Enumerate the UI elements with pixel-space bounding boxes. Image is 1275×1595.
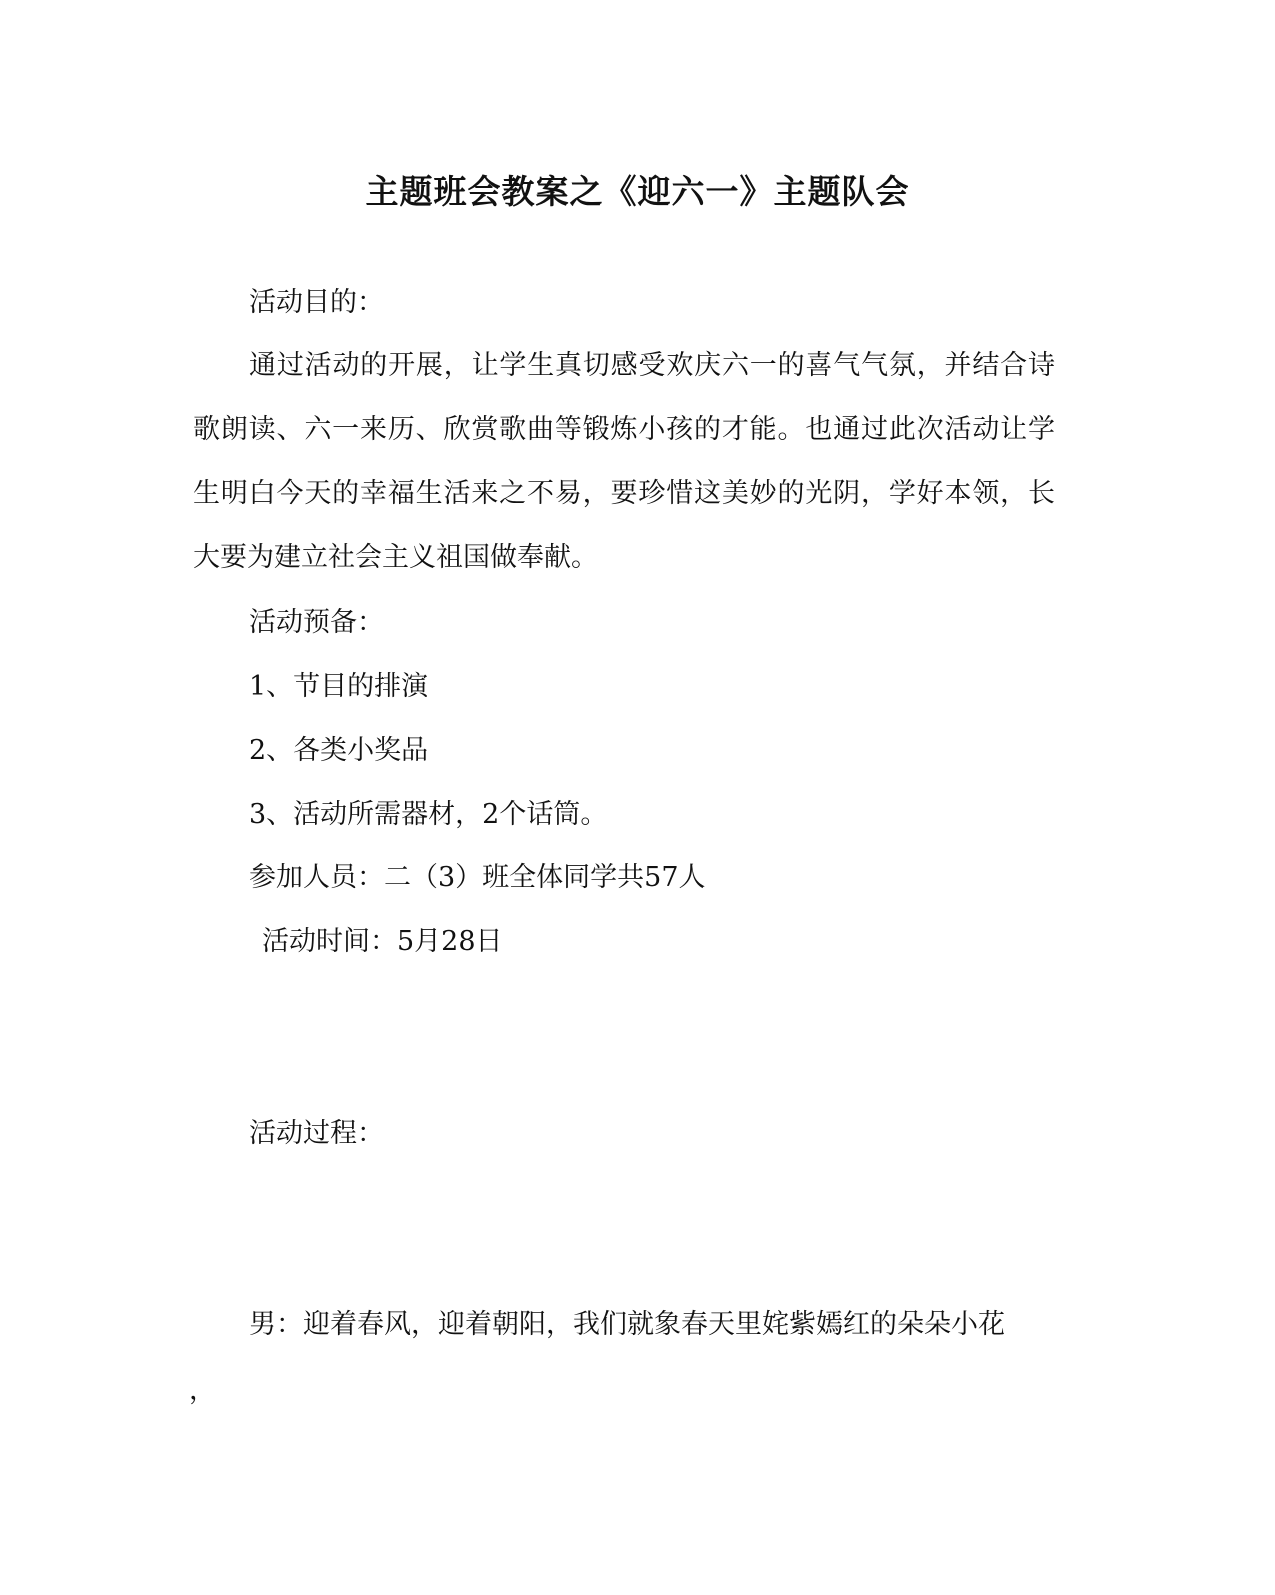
document-title: 主题班会教案之《迎六一》主题队会 [365,172,910,211]
prep-item-2: 2、各类小奖品 [249,735,429,766]
speech-line: 男：迎着春风，迎着朝阳，我们就象春天里姹紫嫣红的朵朵小花 [249,1309,1005,1340]
speech-line-continuation: ， [189,1375,216,1406]
prep-heading: 活动预备： [249,607,384,638]
purpose-heading: 活动目的： [249,287,384,318]
prep-item-1: 1、节目的排演 [249,671,429,702]
prep-item-3: 3、活动所需器材，2个话筒。 [249,799,608,830]
participants-line: 参加人员：二（3）班全体同学共57人 [249,862,706,893]
process-heading: 活动过程： [249,1118,384,1149]
purpose-paragraph: 通过活动的开展，让学生真切感受欢庆六一的喜气气氛，并结合诗歌朗读、六一来历、欣赏歌曲等锻炼小孩的才能。也通过此次活动让学生明白今天的幸福生活来之不易，要珍惜这美妙的光阴，学好本领，长大要为建立社会主义祖国做奉献。 [193,350,1055,573]
activity-time-line: 活动时间：5月28日 [262,926,503,957]
